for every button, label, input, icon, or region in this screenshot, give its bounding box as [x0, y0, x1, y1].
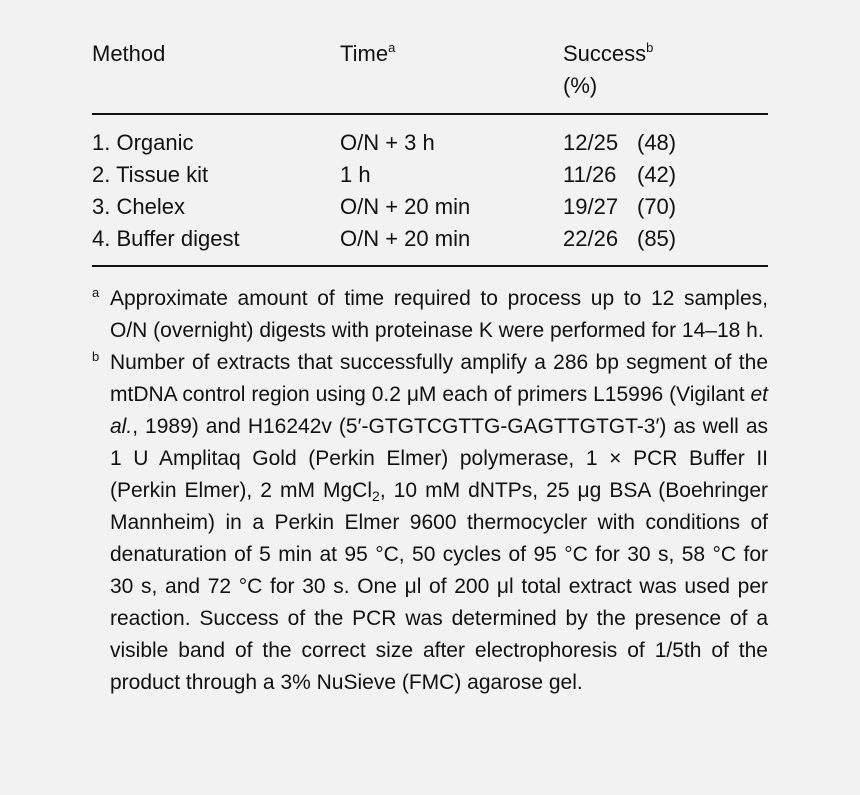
cell-time: O/N + 20 min	[340, 194, 471, 219]
footnote-b-subscript: 2	[372, 488, 380, 504]
header-time	[340, 42, 395, 66]
footnote-marker-a: a	[388, 40, 396, 55]
footnote-b-text-2: , 1989) and H16242v (5′-GTGTCGTTG-GAGTTGTGT-3′) as well as 1 U Amplitaq Gold (Perkin Elmer) polymerase, 1 × PCR Buffer II (Perkin Elmer), 2 mM MgCl	[110, 415, 768, 502]
footnote-b-et-al: et al.	[110, 383, 768, 438]
cell-method: 3. Chelex	[92, 194, 185, 219]
cell-method: 1. Organic	[92, 130, 194, 155]
cell-success: 11/26	[563, 162, 617, 187]
bottom-rule	[92, 265, 768, 267]
header-success-unit: (%)	[563, 73, 598, 98]
footnote-b-text-1: Number of extracts that successfully amplify a 286 bp segment of the mtDNA control region using 0.2 μM each of primers L15996 (Vigilant	[110, 351, 768, 406]
cell-time: O/N + 20 min	[340, 226, 471, 251]
footnote-a	[92, 283, 768, 347]
cell-method: 2. Tissue kit	[92, 162, 209, 187]
cell-percent: (48)	[637, 130, 677, 155]
cell-success: 12/25	[563, 130, 619, 155]
cell-percent: (42)	[637, 162, 677, 187]
cell-success: 22/26	[563, 226, 619, 251]
cell-percent: (70)	[637, 194, 677, 219]
cell-percent: (85)	[637, 226, 677, 251]
footnote-a-mark: a	[92, 285, 100, 300]
cell-time: O/N + 3 h	[340, 130, 435, 155]
footnote-b-mark: b	[92, 349, 100, 364]
header-rule	[92, 113, 768, 115]
footnote-marker-b: b	[646, 40, 654, 55]
header-success-label: Success	[563, 41, 647, 66]
footnotes	[92, 283, 768, 699]
footnote-b	[92, 347, 768, 699]
header-time-label: Time	[340, 41, 389, 66]
footnote-a-text: Approximate amount of time required to process up to 12 samples, O/N (overnight) digests with proteinase K were performed for 14–18 h.	[110, 287, 768, 342]
cell-time: 1 h	[340, 162, 371, 187]
header-method: Method	[92, 41, 166, 66]
cell-method: 4. Buffer digest	[92, 226, 240, 251]
header-success	[563, 42, 653, 66]
footnote-b-text-3: , 10 mM dNTPs, 25 μg BSA (Boehringer Mannheim) in a Perkin Elmer 9600 thermocycler with conditions of denaturation of 5 min at 95 °C, 50 cycles of 95 °C for 30 s, 58 °C for 30 s, and 72 °C for 30 s. One μl of 200 μl total extract was used per reaction. Success of the PCR was determined by the presence of a visible band of the correct size after electrophoresis of 1/5th of the product through a 3% NuSieve (FMC) agarose gel.	[110, 479, 768, 694]
cell-success: 19/27	[563, 194, 619, 219]
